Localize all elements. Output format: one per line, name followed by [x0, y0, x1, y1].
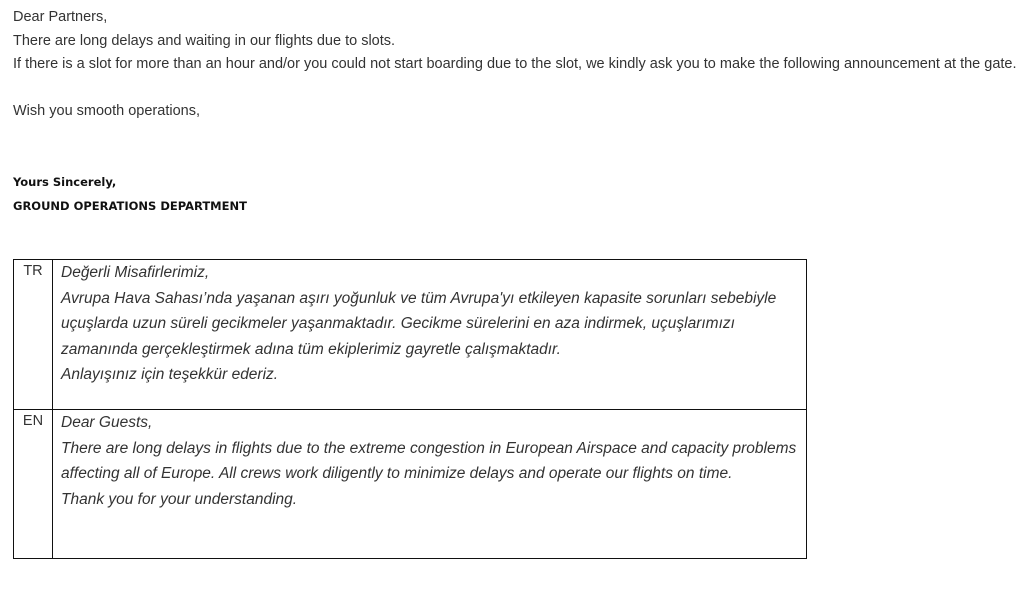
- announcement-body: Avrupa Hava Sahası’nda yaşanan aşırı yoğunluk ve tüm Avrupa'yı etkileyen kapasite sorunları sebebiyle uçuşlarda uzun süreli gecikmeler yaşanmaktadır. Gecikme sürelerini en aza indirmek, uçuşlarımızı zamanında gerçekleştirmek adına tüm ekiplerimiz gayretle çalışmaktadır.: [61, 289, 777, 358]
- email-intro: [13, 6, 1018, 124]
- announcement-thanks: Thank you for your understanding.: [61, 490, 298, 508]
- announcement-row-en: [14, 410, 807, 559]
- announcement-text-cell: [53, 410, 807, 559]
- wish-text: Wish you smooth operations,: [13, 103, 200, 119]
- language-code-cell: TR: [14, 260, 53, 410]
- intro-line-2: If there is a slot for more than an hour and/or you could not start boarding due to the slot, we kindly ask you to make the following announcement at the gate.: [13, 56, 1017, 72]
- signature-block: [13, 171, 247, 218]
- announcement-thanks: Anlayışınız için teşekkür ederiz.: [61, 366, 279, 383]
- announcement-body: There are long delays in flights due to the extreme congestion in European Airspace and capacity problems affecting all of Europe. All crews work diligently to minimize delays and operate our flights on time.: [61, 439, 797, 482]
- greeting-text: Dear Partners,: [13, 9, 108, 25]
- signature-closing: Yours Sincerely,: [13, 175, 117, 189]
- announcement-salutation: Dear Guests,: [61, 414, 153, 431]
- signature-department: GROUND OPERATIONS DEPARTMENT: [13, 198, 247, 213]
- language-code-cell: EN: [14, 410, 53, 559]
- announcement-table: [13, 259, 807, 559]
- intro-line-1: There are long delays and waiting in our flights due to slots.: [13, 32, 396, 49]
- announcement-text-cell: [53, 260, 807, 410]
- announcement-salutation: Değerli Misafirlerimiz,: [61, 264, 210, 281]
- announcement-row-tr: [14, 260, 807, 410]
